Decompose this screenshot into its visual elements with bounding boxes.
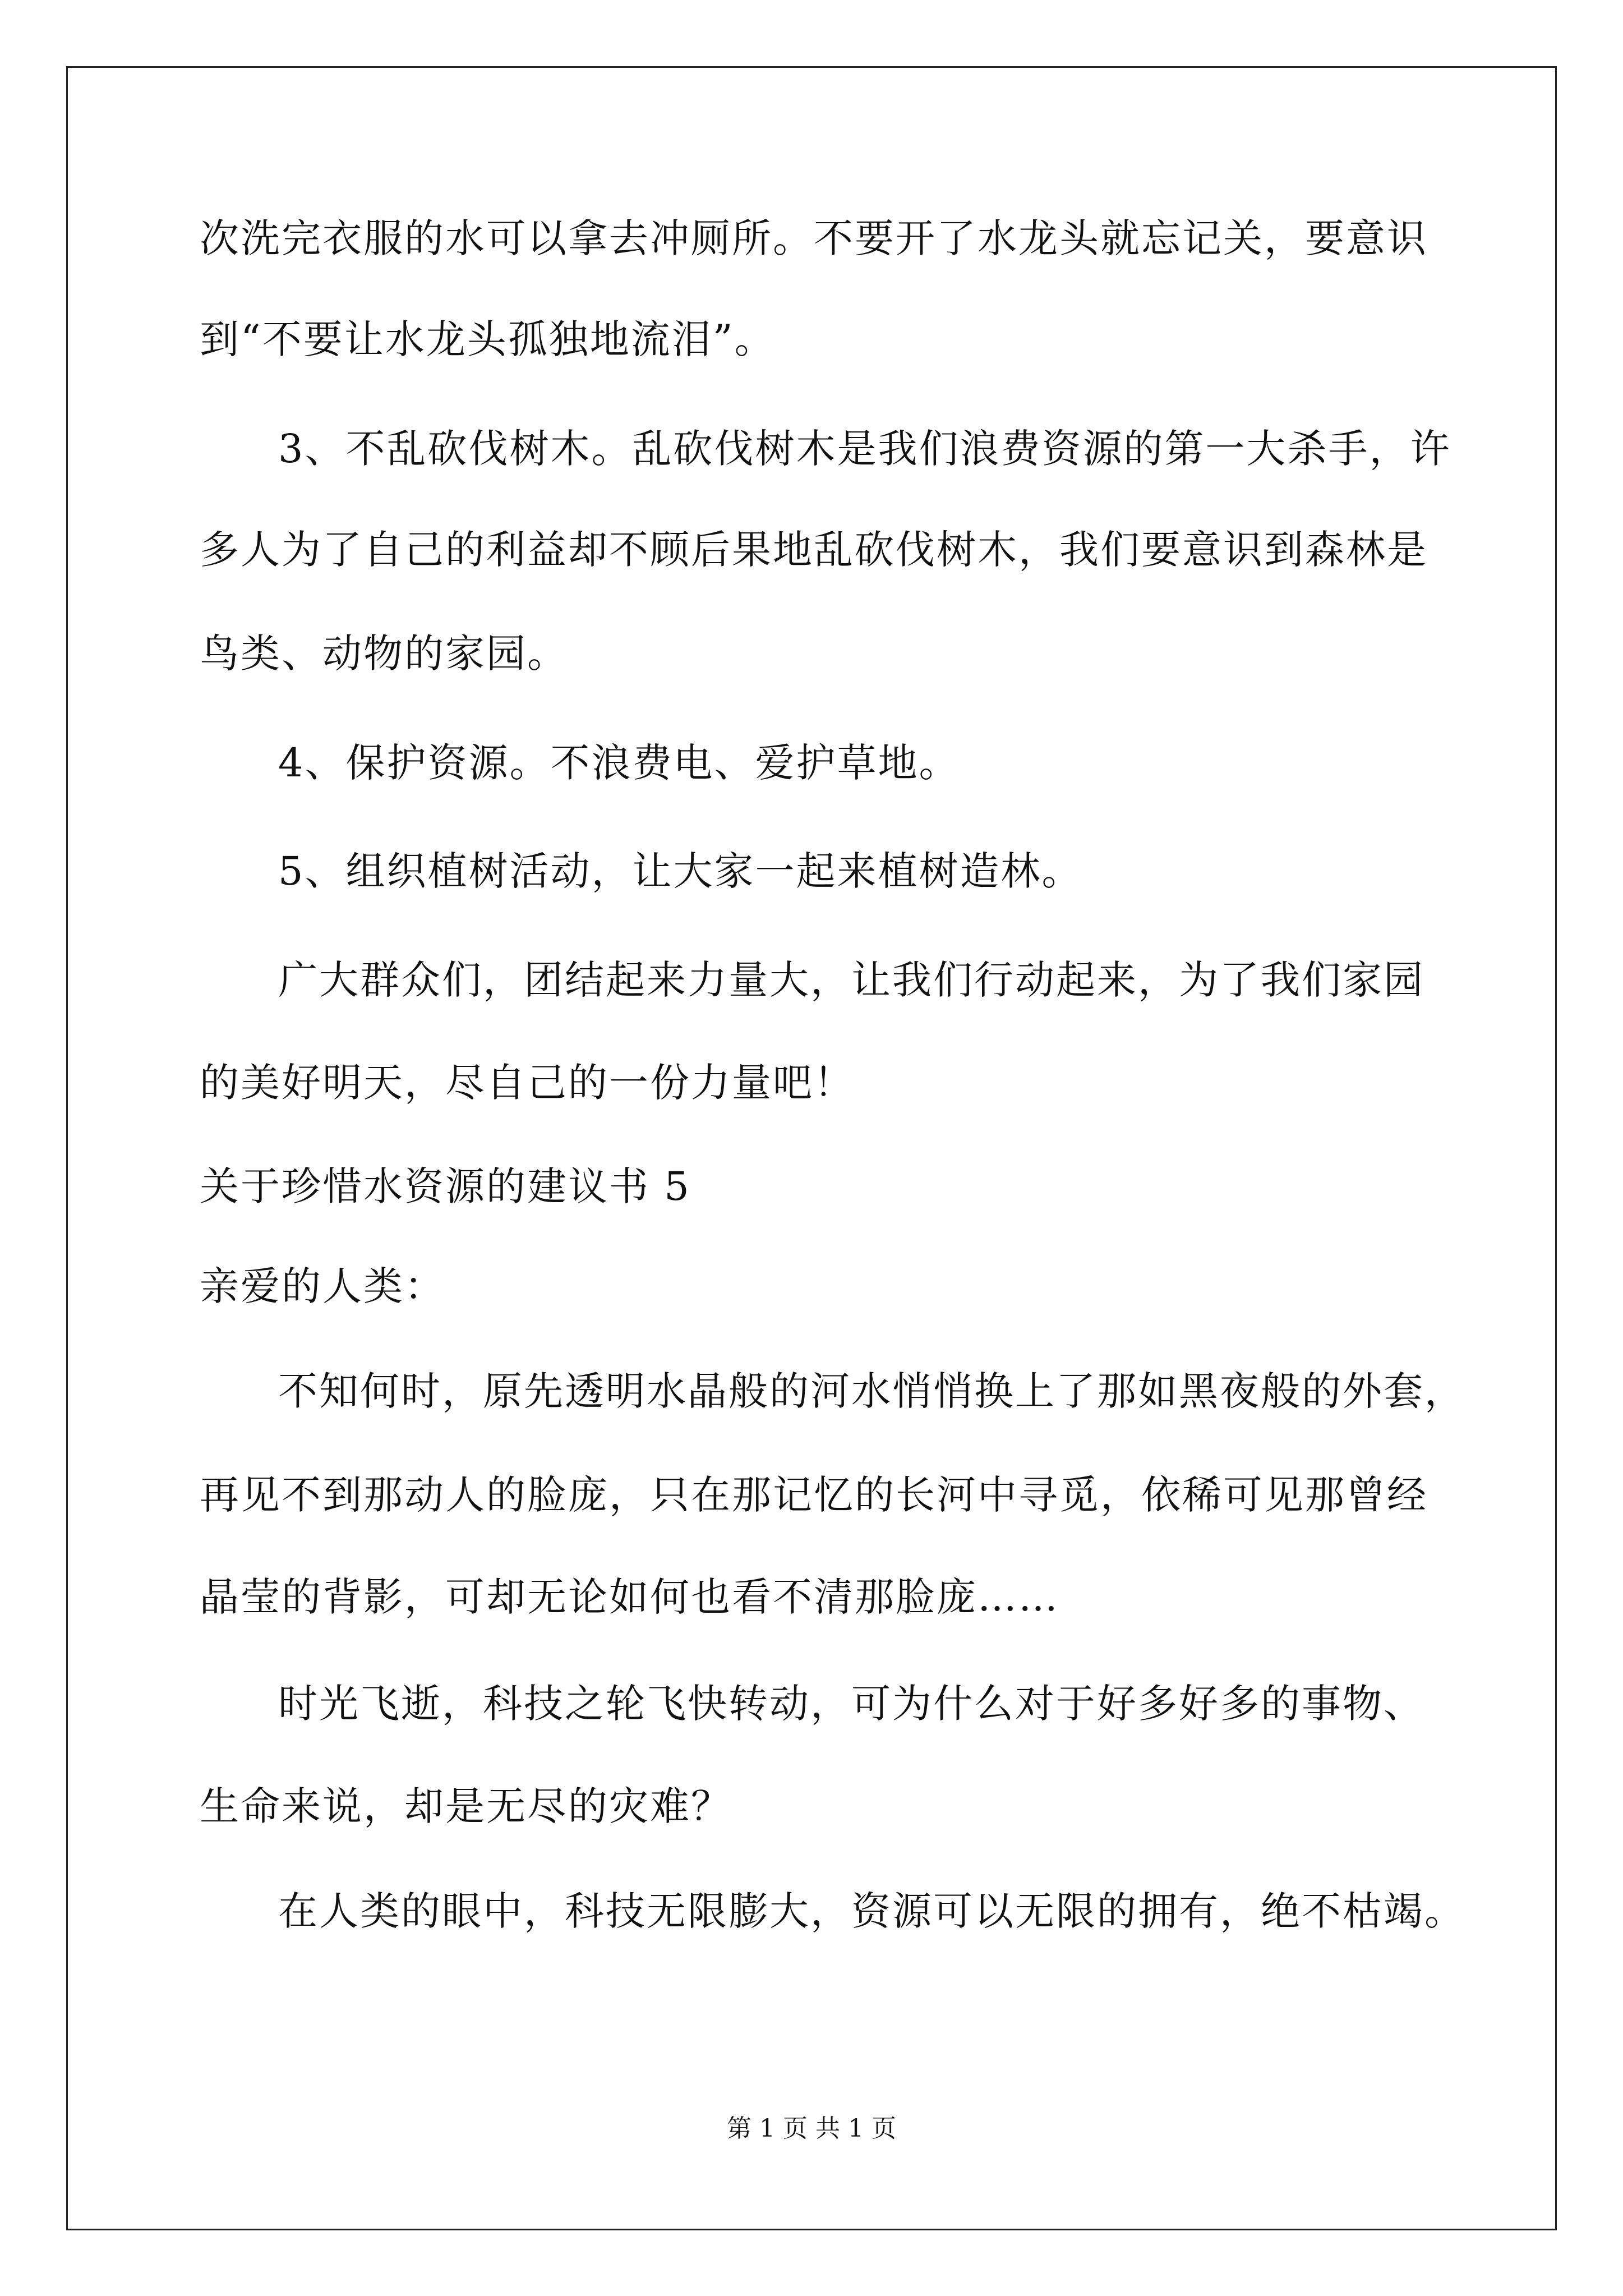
paragraph-line: 3、不乱砍伐树木。乱砍伐树木是我们浪费资源的第一大杀手，许 bbox=[278, 426, 1451, 472]
paragraph-line: 5、组织植树活动，让大家一起来植树造林。 bbox=[278, 848, 1083, 894]
paragraph-line: 时光飞逝，科技之轮飞快转动，可为什么对于好多好多的事物、 bbox=[278, 1681, 1424, 1727]
paragraph-line: 在人类的眼中，科技无限膨大，资源可以无限的拥有，绝不枯竭。 bbox=[278, 1888, 1465, 1934]
section-heading: 关于珍惜水资源的建议书 5 bbox=[200, 1163, 691, 1209]
paragraph-line: 晶莹的背影，可却无论如何也看不清那脸庞…… bbox=[200, 1574, 1059, 1620]
page-footer: 第 1 页 共 1 页 bbox=[727, 2114, 896, 2143]
paragraph-line: 生命来说，却是无尽的灾难？ bbox=[200, 1783, 732, 1829]
paragraph-line: 再见不到那动人的脸庞，只在那记忆的长河中寻觅，依稀可见那曾经 bbox=[200, 1472, 1428, 1518]
salutation: 亲爱的人类： bbox=[200, 1263, 445, 1309]
paragraph-line: 广大群众们，团结起来力量大，让我们行动起来，为了我们家园 bbox=[278, 957, 1424, 1003]
paragraph-line: 不知何时，原先透明水晶般的河水悄悄换上了那如黑夜般的外套， bbox=[278, 1368, 1465, 1414]
paragraph-line: 的美好明天，尽自己的一份力量吧！ bbox=[200, 1060, 855, 1106]
paragraph-line: 鸟类、动物的家园。 bbox=[200, 631, 568, 677]
paragraph-line: 多人为了自己的利益却不顾后果地乱砍伐树木，我们要意识到森林是 bbox=[200, 527, 1428, 573]
paragraph-line: 次洗完衣服的水可以拿去冲厕所。不要开了水龙头就忘记关，要意识 bbox=[200, 215, 1428, 261]
paragraph-line: 到“不要让水龙头孤独地流泪”。 bbox=[200, 316, 776, 362]
paragraph-line: 4、保护资源。不浪费电、爱护草地。 bbox=[278, 740, 960, 786]
